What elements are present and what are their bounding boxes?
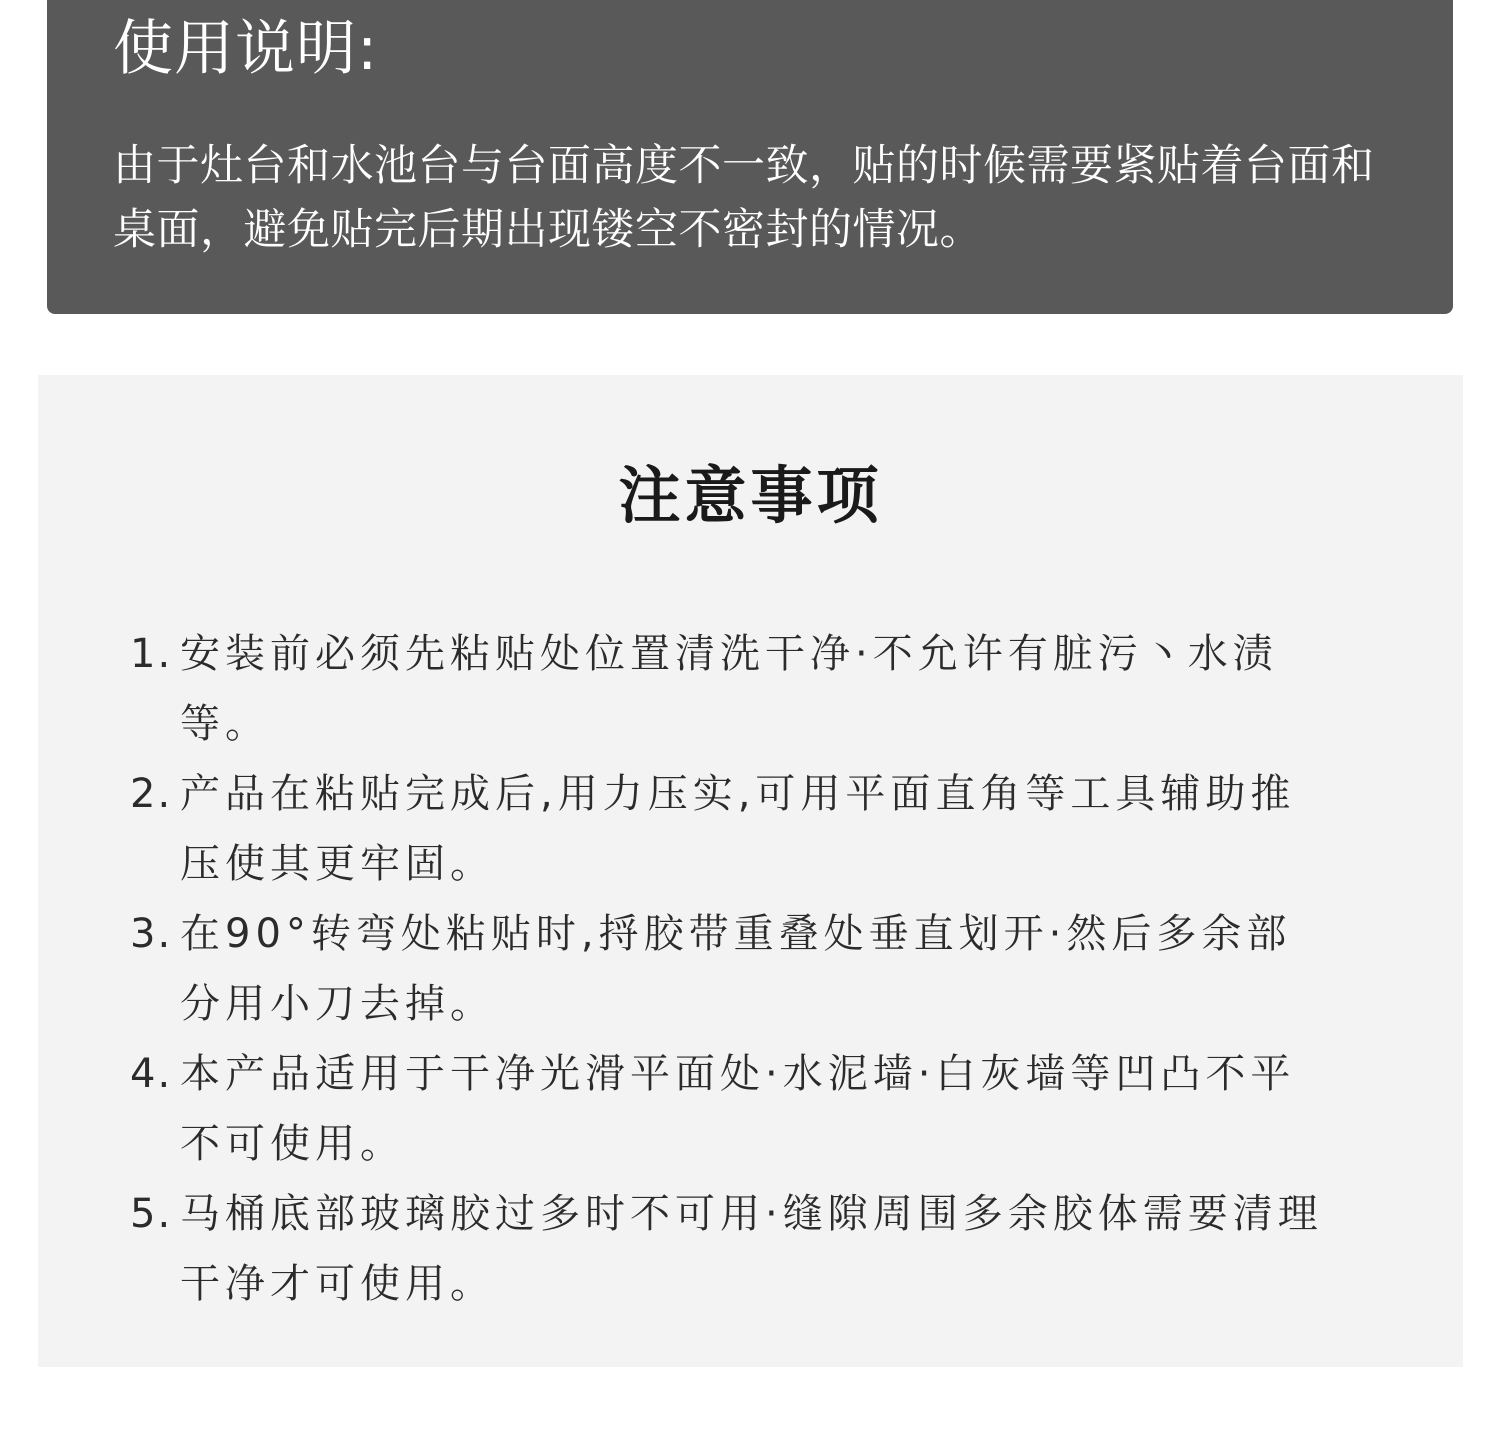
notice-item-text: 产品在粘贴完成后,用力压实,可用平面直角等工具辅助推压使其更牢固。 xyxy=(180,771,1296,887)
notice-item-text: 在90°转弯处粘贴时,捋胶带重叠处垂直划开·然后多余部分用小刀去掉。 xyxy=(180,911,1292,1027)
notice-item-text: 本产品适用于干净光滑平面处·水泥墙·白灰墙等凹凸不平不可使用。 xyxy=(180,1051,1296,1167)
notice-panel xyxy=(38,375,1463,1367)
notice-title: 注意事项 xyxy=(618,459,883,532)
notice-item-number: 3. xyxy=(130,911,173,957)
notice-item xyxy=(130,899,1330,1039)
usage-text: 由于灶台和水池台与台面高度不一致，贴的时候需要紧贴着台面和桌面，避免贴完后期出现镂空不密封的情况。 xyxy=(113,141,1375,255)
notice-item xyxy=(130,759,1330,899)
notice-item-number: 1. xyxy=(130,631,173,677)
notice-item xyxy=(130,1039,1330,1179)
notice-item xyxy=(130,1179,1330,1319)
notice-list xyxy=(130,619,1330,1319)
notice-item-text: 安装前必须先粘贴处位置清洗干净·不允许有脏污丶水渍等。 xyxy=(180,631,1278,747)
usage-title: 使用说明: xyxy=(113,14,379,84)
notice-item-number: 2. xyxy=(130,771,173,817)
notice-item-number: 5. xyxy=(130,1191,173,1237)
notice-item xyxy=(130,619,1330,759)
notice-item-text: 马桶底部玻璃胶过多时不可用·缝隙周围多余胶体需要清理干净才可使用。 xyxy=(180,1191,1323,1307)
notice-item-number: 4. xyxy=(130,1051,173,1097)
usage-instructions-panel xyxy=(47,0,1453,314)
